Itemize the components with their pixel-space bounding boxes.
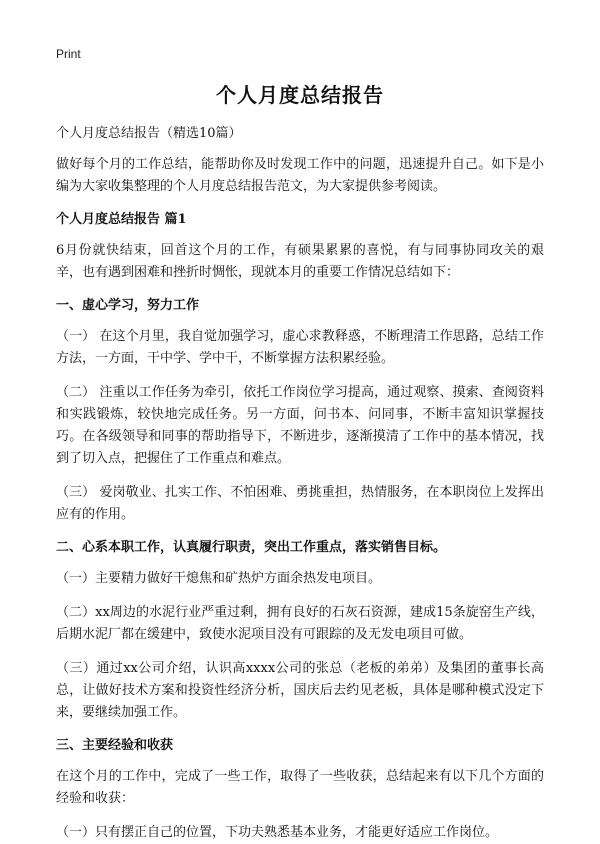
- document-subtitle: 个人月度总结报告（精选10篇）: [56, 126, 242, 141]
- section-3-paragraph-2: （一）只有摆正自己的位置，下功夫熟悉基本业务，才能更好适应工作岗位。: [56, 825, 499, 840]
- section-heading-3: 三、主要经验和收获: [56, 738, 174, 753]
- section-heading-1: 一、虚心学习，努力工作: [56, 298, 200, 313]
- section-3-paragraph-1: 在这个月的工作中，完成了一些工作，取得了一些收获，总结起来有以下几个方面的经验和收获：: [56, 769, 544, 806]
- article-intro-paragraph: 6月份就快结束，回首这个月的工作，有硕果累累的喜悦，有与同事协同攻关的艰辛，也有遇到困难和挫折时惆怅，现就本月的重要工作情况总结如下：: [56, 243, 544, 280]
- print-label[interactable]: Print: [56, 47, 81, 61]
- section-1-paragraph-3: （三） 爱岗敬业、扎实工作、不怕困难、勇挑重担，热情服务，在本职岗位上发挥出应有的作用。: [56, 485, 544, 522]
- intro-paragraph: 做好每个月的工作总结，能帮助你及时发现工作中的问题，迅速提升自己。如下是小编为大家收集整理的个人月度总结报告范文，为大家提供参考阅读。: [56, 157, 544, 194]
- section-1-paragraph-1: （一） 在这个月里，我自觉加强学习，虚心求教释惑，不断理清工作思路，总结工作方法，一方面，干中学、学中干，不断掌握方法积累经验。: [56, 329, 544, 366]
- section-1-paragraph-2: （二） 注重以工作任务为牵引，依托工作岗位学习提高，通过观察、摸索、查阅资料和实践锻炼，较快地完成任务。另一方面，问书本、问同事，不断丰富知识掌握技巧。在各级领导和同事的帮助指导下，不断进步，逐渐摸清了工作中的基本情况，找到了切入点，把握住了工作重点和难点。: [56, 385, 544, 466]
- section-2-paragraph-3: （三）通过xx公司介绍，认识高xxxx公司的张总（老板的弟弟）及集团的董事长高总，让做好技术方案和投资性经济分析，国庆后去约见老板，具体是哪种模式没定下来，要继续加强工作。: [56, 661, 544, 720]
- section-2-paragraph-2: （二）xx周边的水泥行业严重过剩，拥有良好的石灰石资源，建成15条旋窑生产线，后期水泥厂都在缓建中，致使水泥项目没有可跟踪的及无发电项目可做。: [56, 605, 544, 642]
- document-title: 个人月度总结报告: [216, 83, 384, 107]
- article-heading: 个人月度总结报告 篇1: [56, 212, 187, 227]
- section-2-paragraph-1: （一）主要精力做好干熄焦和矿热炉方面余热发电项目。: [56, 571, 382, 586]
- section-heading-2: 二、心系本职工作，认真履行职责，突出工作重点，落实销售目标。: [56, 540, 447, 555]
